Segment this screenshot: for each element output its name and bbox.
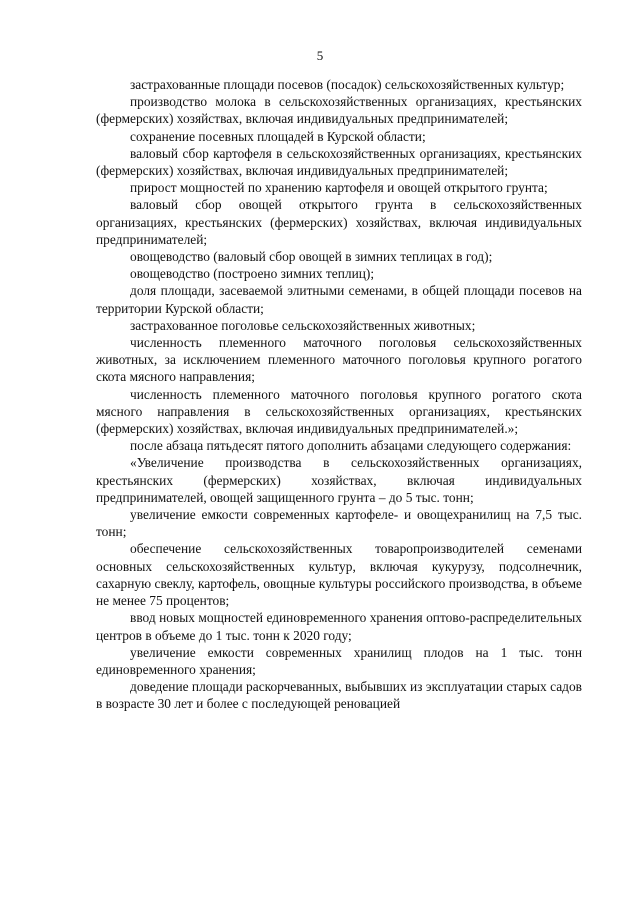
paragraph: доля площади, засеваемой элитными семенами, в общей площади посевов на территории Курской области; (96, 283, 582, 316)
paragraph: овощеводство (валовый сбор овощей в зимних теплицах в год); (130, 249, 493, 265)
paragraph: застрахованные площади посевов (посадок) сельскохозяйственных культур; (130, 77, 565, 92)
paragraph: застрахованное поголовье сельскохозяйственных животных; (130, 317, 476, 333)
paragraph: после абзаца пятьдесят пятого дополнить абзацами следующего содержания: (130, 438, 572, 454)
paragraph: валовый сбор картофеля в сельскохозяйственных организациях, крестьянских (фермерских) хозяйствах, включая индивидуальных предпринимателей; (96, 145, 582, 179)
paragraph: ввод новых мощностей единовременного хранения оптово-распределительных центров в объеме до 1 тыс. тонн к 2020 году; (96, 610, 582, 643)
paragraph: численность племенного маточного поголовья крупного рогатого скота мясного направления в сельскохозяйственных организациях, крестьянских (фермерских) хозяйствах, включая индивидуальных предпринимателей.»; (96, 386, 582, 437)
paragraph: «Увеличение производства в сельскохозяйственных организациях, крестьянских (фермерских) хозяйствах, включая индивидуальных предпринимателей, овощей защищенного грунта – до 5 тыс. тонн; (96, 455, 582, 505)
page-number: 5 (316, 48, 324, 63)
paragraph: обеспечение сельскохозяйственных товаропроизводителей семенами основных сельскохозяйственных культур, включая кукурузу, подсолнечник, сахарную свеклу, картофель, овощные культуры российского производства, в объеме не менее 75 процентов; (96, 541, 582, 609)
paragraph: увеличение емкости современных картофеле- и овощехранилищ на 7,5 тыс. тонн; (96, 507, 582, 540)
paragraph: численность племенного маточного поголовья сельскохозяйственных животных, за исключением племенного маточного поголовья крупного рогатого скота мясного направления; (96, 335, 582, 385)
paragraph: увеличение емкости современных хранилищ плодов на 1 тыс. тонн единовременного хранения; (96, 644, 582, 677)
paragraph: овощеводство (построено зимних теплиц); (130, 266, 375, 282)
paragraph: производство молока в сельскохозяйственных организациях, крестьянских (фермерских) хозяйствах, включая индивидуальных предпринимателей; (96, 94, 582, 127)
paragraph: доведение площади раскорчеванных, выбывших из эксплуатации старых садов в возрасте 30 лет и более с последующей реновацией (96, 679, 582, 712)
paragraph: прирост мощностей по хранению картофеля и овощей открытого грунта; (130, 180, 548, 196)
paragraph: сохранение посевных площадей в Курской области; (130, 128, 426, 144)
document-body (96, 76, 582, 713)
paragraph: валовый сбор овощей открытого грунта в сельскохозяйственных организациях, крестьянских (фермерских) хозяйствах, включая индивидуальных предпринимателей; (96, 197, 582, 247)
